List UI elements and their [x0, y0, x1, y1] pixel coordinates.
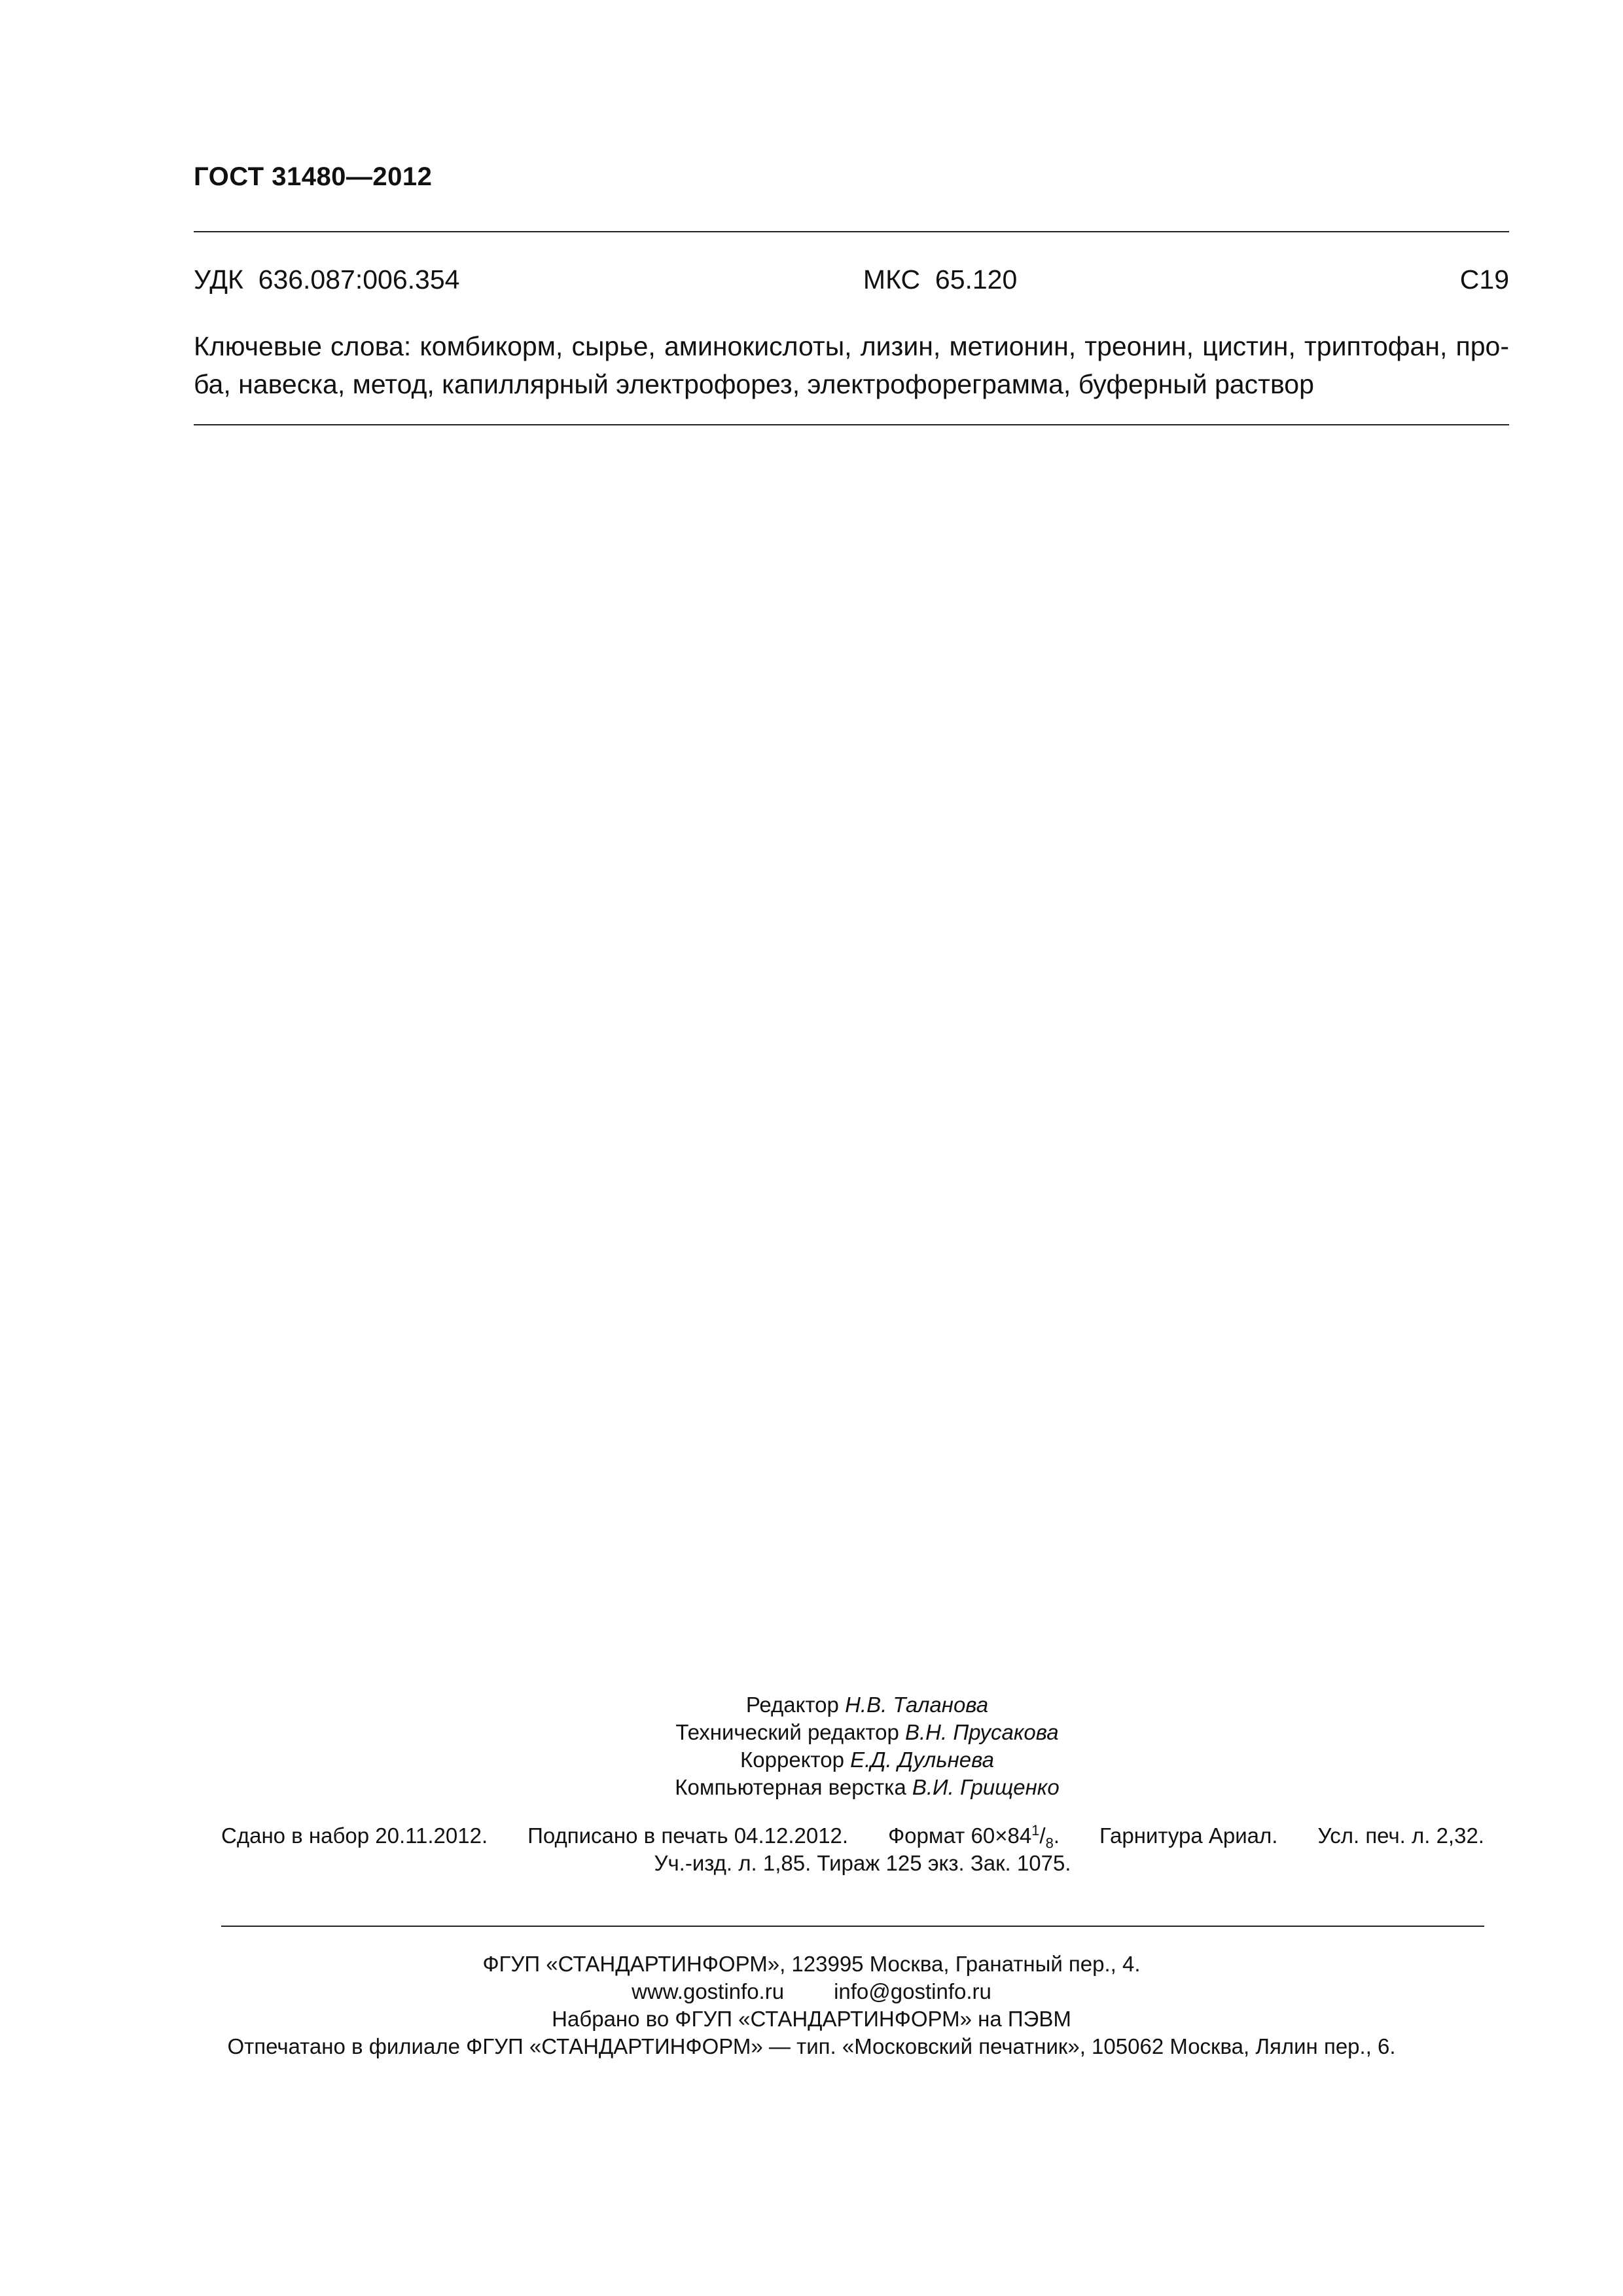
publisher-contacts — [0, 1978, 1623, 2005]
format-slash: / — [1039, 1823, 1046, 1848]
signed-date: Подписано в печать 04.12.2012. — [527, 1823, 849, 1848]
submitted-date: Сдано в набор 20.11.2012. — [221, 1823, 488, 1848]
credit-role: Компьютерная верстка — [675, 1775, 906, 1799]
credit-role: Корректор — [740, 1748, 844, 1772]
paper-format — [888, 1822, 1060, 1850]
publisher-website: www.gostinfo.ru — [632, 1979, 785, 2003]
publisher-email: info@gostinfo.ru — [834, 1979, 991, 2003]
credit-name: Н.В. Таланова — [845, 1693, 989, 1717]
format-numerator: 1 — [1031, 1822, 1040, 1839]
credit-name: В.Н. Прусакова — [904, 1720, 1059, 1744]
print-info-row-1 — [221, 1822, 1484, 1850]
credit-name: В.И. Грищенко — [912, 1775, 1060, 1799]
credit-editor — [0, 1691, 1623, 1719]
keywords-line-1: Ключевые слова: комбикорм, сырье, аминокислоты, лизин, метионин, треонин, цистин, триптофан, про- — [194, 331, 1509, 361]
credit-proofreader — [0, 1746, 1623, 1774]
typeface: Гарнитура Ариал. — [1099, 1823, 1278, 1848]
credit-role: Редактор — [745, 1693, 839, 1717]
format-prefix: Формат 60×84 — [888, 1823, 1032, 1848]
okstu-code: С19 — [1459, 264, 1509, 295]
udk-code: УДК 636.087:006.354 — [194, 264, 460, 295]
credits-block — [0, 1691, 1623, 1801]
top-divider — [194, 231, 1509, 232]
format-end: . — [1053, 1823, 1060, 1848]
publisher-block — [0, 1950, 1623, 2060]
print-info — [221, 1822, 1484, 1877]
credit-name: Е.Д. Дульнева — [850, 1748, 994, 1772]
keywords-block — [194, 327, 1509, 403]
document-title: ГОСТ 31480—2012 — [194, 162, 433, 191]
typeset-note: Набрано во ФГУП «СТАНДАРТИНФОРМ» на ПЭВМ — [552, 2007, 1071, 2031]
credit-tech-editor — [0, 1719, 1623, 1746]
publisher-divider — [221, 1926, 1484, 1927]
keywords-divider — [194, 424, 1509, 425]
classification-row — [194, 264, 1509, 295]
mks-code: МКС 65.120 — [863, 264, 1018, 295]
publisher-address: ФГУП «СТАНДАРТИНФОРМ», 123995 Москва, Гранатный пер., 4. — [482, 1952, 1141, 1976]
keywords-line-2: ба, навеска, метод, капиллярный электрофорез, электрофореграмма, буферный раствор — [194, 369, 1314, 399]
format-denominator: 8 — [1045, 1835, 1054, 1852]
printed-note: Отпечатано в филиале ФГУП «СТАНДАРТИНФОРМ» — тип. «Московский печатник», 105062 Москва, Лялин пер., 6. — [227, 2034, 1396, 2058]
credit-role: Технический редактор — [675, 1720, 899, 1744]
credit-layout — [0, 1774, 1623, 1801]
print-info-row-2: Уч.-изд. л. 1,85. Тираж 125 экз. Зак. 1075. — [654, 1851, 1071, 1875]
print-sheets: Усл. печ. л. 2,32. — [1317, 1823, 1484, 1848]
